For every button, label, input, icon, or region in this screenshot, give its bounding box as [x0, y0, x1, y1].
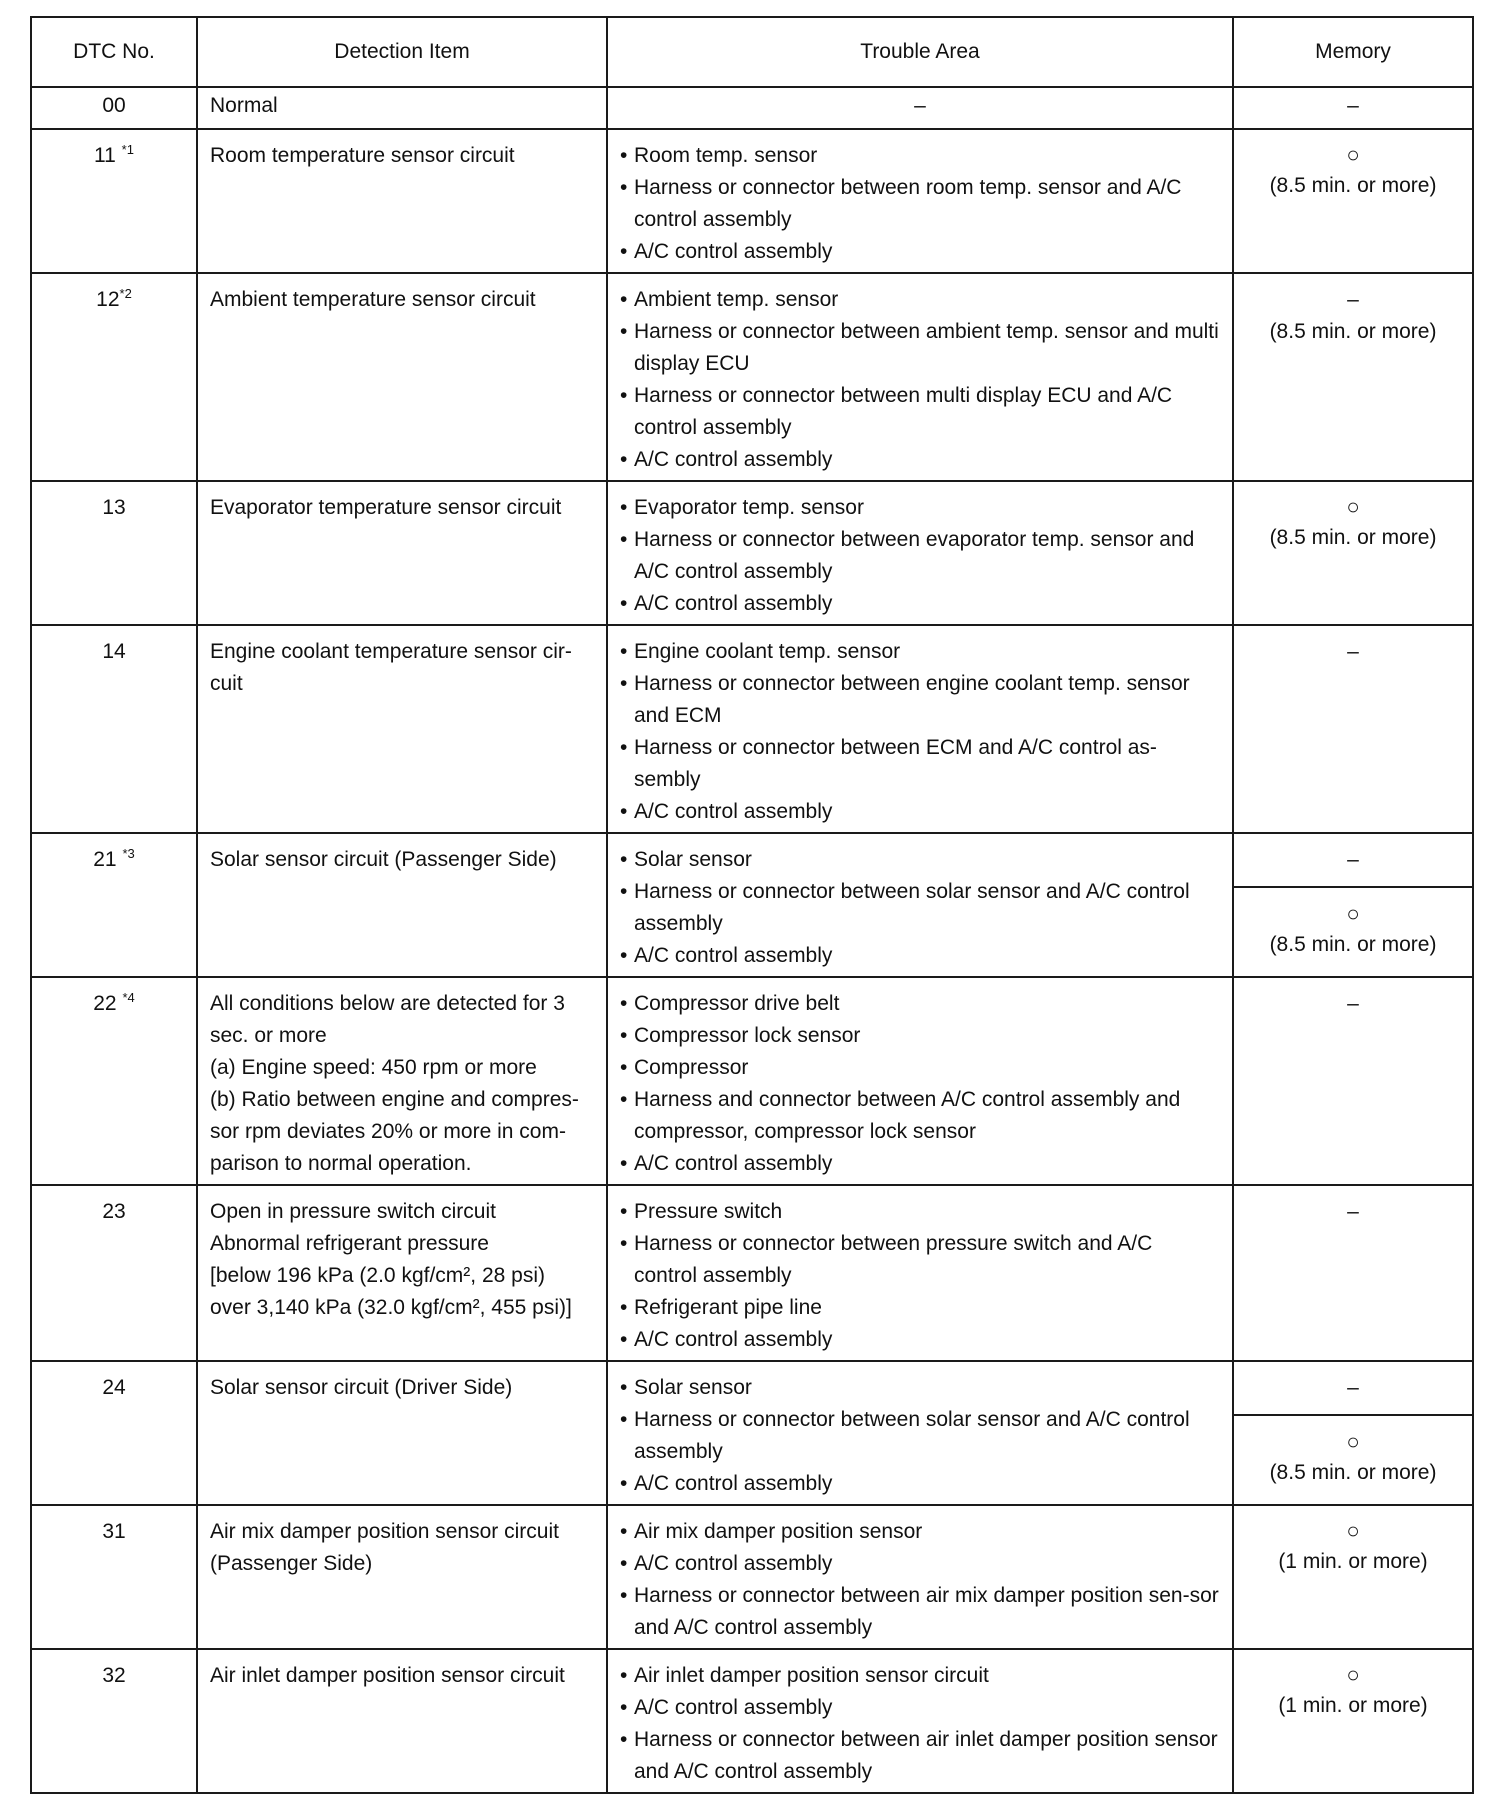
trouble-area-item: • Harness or connector between solar sensor and A/C control assembly — [620, 876, 1220, 940]
memory-dash: – — [1234, 834, 1472, 888]
memory-cell — [1233, 1505, 1473, 1649]
detection-item-text: (b) Ratio between engine and compres-sor rpm deviates 20% or more in com-parison to normal operation. — [210, 1088, 579, 1175]
memory-retained — [1234, 888, 1472, 972]
trouble-area-item: • Harness or connector between air inlet damper position sensor and A/C control assembly — [620, 1724, 1220, 1788]
trouble-area-item: • A/C control assembly — [620, 588, 1220, 620]
trouble-area-item: • Harness or connector between air mix damper position sen-sor and A/C control assembly — [620, 1580, 1220, 1644]
dtc-footnote-marker: *4 — [122, 990, 135, 1005]
memory-cell — [1233, 1361, 1473, 1505]
detection-item-cell — [197, 1185, 607, 1361]
memory-dash: – — [1347, 992, 1359, 1015]
header-dtc-no: DTC No. — [31, 17, 197, 87]
trouble-area-list — [620, 1372, 1220, 1500]
detection-item-cell — [197, 87, 607, 129]
trouble-area-list — [620, 844, 1220, 972]
trouble-area-item: • A/C control assembly — [620, 796, 1220, 828]
dtc-number: 22 — [93, 992, 123, 1015]
memory-dash: – — [1347, 94, 1359, 117]
memory-duration: (1 min. or more) — [1278, 1550, 1428, 1573]
trouble-area-item: • Compressor — [620, 1052, 1220, 1084]
trouble-area-item: • Engine coolant temp. sensor — [620, 636, 1220, 668]
table-row — [31, 87, 1473, 129]
table-row — [31, 1505, 1473, 1649]
detection-item-cell — [197, 625, 607, 833]
detection-item-cell — [197, 481, 607, 625]
memory-dash: – — [1347, 640, 1359, 663]
memory-circle-icon: ○ — [1346, 494, 1360, 519]
memory-dash: – — [1347, 288, 1359, 311]
memory-cell — [1233, 1185, 1473, 1361]
trouble-area-dash: – — [914, 94, 926, 117]
trouble-area-item: • Air mix damper position sensor — [620, 1516, 1220, 1548]
memory-circle-icon: ○ — [1346, 142, 1360, 167]
detection-item-text: Ambient temperature sensor circuit — [210, 288, 536, 311]
dtc-number: 31 — [102, 1520, 126, 1543]
detection-item-text: Engine coolant temperature sensor cir-cuit — [210, 640, 572, 695]
memory-duration: (8.5 min. or more) — [1269, 320, 1437, 343]
header-detection-item: Detection Item — [197, 17, 607, 87]
memory-circle-icon: ○ — [1346, 1429, 1360, 1454]
dtc-number-cell — [31, 1361, 197, 1505]
detection-item-cell — [197, 273, 607, 481]
trouble-area-item: • Room temp. sensor — [620, 140, 1220, 172]
trouble-area-item: • Harness or connector between multi display ECU and A/C control assembly — [620, 380, 1220, 444]
memory-retained — [1234, 1416, 1472, 1500]
trouble-area-item: • A/C control assembly — [620, 444, 1220, 476]
detection-item-text: Room temperature sensor circuit — [210, 144, 515, 167]
table-row — [31, 1649, 1473, 1793]
trouble-area-list — [620, 140, 1220, 268]
trouble-area-item: • Compressor lock sensor — [620, 1020, 1220, 1052]
detection-item-cell — [197, 977, 607, 1185]
memory-cell — [1233, 273, 1473, 481]
detection-item-text: (a) Engine speed: 450 rpm or more — [210, 1056, 537, 1079]
dtc-footnote-marker: *3 — [122, 846, 135, 861]
trouble-area-cell — [607, 625, 1233, 833]
trouble-area-item: • A/C control assembly — [620, 1324, 1220, 1356]
detection-item-cell — [197, 1649, 607, 1793]
detection-item-text: Solar sensor circuit (Passenger Side) — [210, 848, 557, 871]
detection-item-text: Air inlet damper position sensor circuit — [210, 1664, 565, 1687]
memory-cell — [1233, 1649, 1473, 1793]
dtc-number: 13 — [102, 496, 126, 519]
trouble-area-item: • Harness or connector between solar sensor and A/C control assembly — [620, 1404, 1220, 1468]
memory-circle-icon: ○ — [1346, 1518, 1360, 1543]
trouble-area-item: • Refrigerant pipe line — [620, 1292, 1220, 1324]
trouble-area-item: • Solar sensor — [620, 1372, 1220, 1404]
trouble-area-item: • A/C control assembly — [620, 1692, 1220, 1724]
trouble-area-list — [620, 1660, 1220, 1788]
dtc-number: 12 — [96, 288, 120, 311]
table-row — [31, 625, 1473, 833]
trouble-area-item: • A/C control assembly — [620, 1548, 1220, 1580]
trouble-area-item: • Harness or connector between ECM and A/C control as-sembly — [620, 732, 1220, 796]
detection-item-text: [below 196 kPa (2.0 kgf/cm², 28 psi) — [210, 1264, 545, 1287]
detection-item-cell — [197, 1361, 607, 1505]
trouble-area-item: • Harness or connector between ambient temp. sensor and multi display ECU — [620, 316, 1220, 380]
header-row — [31, 17, 1473, 87]
dtc-number: 24 — [102, 1376, 126, 1399]
trouble-area-list — [620, 284, 1220, 476]
memory-circle-icon: ○ — [1346, 1662, 1360, 1687]
trouble-area-item: • Solar sensor — [620, 844, 1220, 876]
detection-item-cell — [197, 129, 607, 273]
memory-dash: – — [1234, 1362, 1472, 1416]
detection-item-text: Normal — [210, 94, 278, 117]
header-memory: Memory — [1233, 17, 1473, 87]
trouble-area-item: • Harness or connector between engine coolant temp. sensor and ECM — [620, 668, 1220, 732]
detection-item-text: over 3,140 kPa (32.0 kgf/cm², 455 psi)] — [210, 1296, 572, 1319]
table-row — [31, 977, 1473, 1185]
dtc-number-cell — [31, 977, 197, 1185]
memory-duration: (8.5 min. or more) — [1269, 174, 1437, 197]
dtc-number: 11 — [94, 144, 122, 167]
trouble-area-item: • Harness or connector between pressure switch and A/C control assembly — [620, 1228, 1220, 1292]
trouble-area-cell — [607, 977, 1233, 1185]
memory-duration: (8.5 min. or more) — [1269, 933, 1437, 956]
trouble-area-cell — [607, 87, 1233, 129]
trouble-area-list — [620, 1516, 1220, 1644]
trouble-area-item: • Harness and connector between A/C control assembly and compressor, compressor lock sensor — [620, 1084, 1220, 1148]
memory-cell — [1233, 625, 1473, 833]
dtc-number-cell — [31, 273, 197, 481]
trouble-area-cell — [607, 273, 1233, 481]
dtc-number-cell — [31, 833, 197, 977]
detection-item-text: Open in pressure switch circuit — [210, 1200, 496, 1223]
table-body — [31, 87, 1473, 1793]
trouble-area-item: • A/C control assembly — [620, 1148, 1220, 1180]
trouble-area-item: • Evaporator temp. sensor — [620, 492, 1220, 524]
memory-duration: (8.5 min. or more) — [1269, 1461, 1437, 1484]
detection-item-text: All conditions below are detected for 3 sec. or more — [210, 992, 565, 1047]
table-row — [31, 129, 1473, 273]
detection-item-cell — [197, 1505, 607, 1649]
trouble-area-cell — [607, 129, 1233, 273]
detection-item-text: (Passenger Side) — [210, 1552, 373, 1575]
header-trouble-area: Trouble Area — [607, 17, 1233, 87]
trouble-area-item: • A/C control assembly — [620, 1468, 1220, 1500]
detection-item-text: Evaporator temperature sensor circuit — [210, 496, 562, 519]
trouble-area-item: • Air inlet damper position sensor circuit — [620, 1660, 1220, 1692]
dtc-number-cell — [31, 481, 197, 625]
trouble-area-cell — [607, 1185, 1233, 1361]
memory-cell — [1233, 481, 1473, 625]
dtc-number-cell — [31, 1185, 197, 1361]
table-row — [31, 1185, 1473, 1361]
memory-cell — [1233, 977, 1473, 1185]
trouble-area-item: • A/C control assembly — [620, 940, 1220, 972]
dtc-footnote-marker: *2 — [119, 286, 132, 301]
trouble-area-item: • Pressure switch — [620, 1196, 1220, 1228]
detection-item-cell — [197, 833, 607, 977]
trouble-area-list — [620, 492, 1220, 620]
trouble-area-cell — [607, 833, 1233, 977]
dtc-number: 21 — [93, 848, 123, 871]
memory-cell — [1233, 833, 1473, 977]
trouble-area-item: • A/C control assembly — [620, 236, 1220, 268]
dtc-number-cell — [31, 87, 197, 129]
trouble-area-cell — [607, 1361, 1233, 1505]
trouble-area-item: • Harness or connector between evaporator temp. sensor and A/C control assembly — [620, 524, 1220, 588]
dtc-number-cell — [31, 1649, 197, 1793]
memory-cell — [1233, 87, 1473, 129]
trouble-area-cell — [607, 1505, 1233, 1649]
dtc-number: 00 — [102, 94, 126, 117]
detection-item-text: Solar sensor circuit (Driver Side) — [210, 1376, 513, 1399]
trouble-area-list — [620, 636, 1220, 828]
memory-duration: (8.5 min. or more) — [1269, 526, 1437, 549]
memory-cell — [1233, 129, 1473, 273]
trouble-area-list — [620, 1196, 1220, 1356]
trouble-area-cell — [607, 481, 1233, 625]
trouble-area-item: • Ambient temp. sensor — [620, 284, 1220, 316]
dtc-number: 14 — [102, 640, 126, 663]
trouble-area-list — [620, 988, 1220, 1180]
table-row — [31, 481, 1473, 625]
memory-duration: (1 min. or more) — [1278, 1694, 1428, 1717]
detection-item-text: Air mix damper position sensor circuit — [210, 1520, 559, 1543]
trouble-area-cell — [607, 1649, 1233, 1793]
dtc-number-cell — [31, 625, 197, 833]
table-row — [31, 1361, 1473, 1505]
trouble-area-item: • Compressor drive belt — [620, 988, 1220, 1020]
table-row — [31, 833, 1473, 977]
trouble-area-item: • Harness or connector between room temp. sensor and A/C control assembly — [620, 172, 1220, 236]
detection-item-text: Abnormal refrigerant pressure — [210, 1232, 489, 1255]
dtc-table — [30, 16, 1474, 1794]
table-row — [31, 273, 1473, 481]
memory-dash: – — [1347, 1200, 1359, 1223]
memory-circle-icon: ○ — [1346, 901, 1360, 926]
dtc-number-cell — [31, 129, 197, 273]
dtc-number-cell — [31, 1505, 197, 1649]
dtc-number: 32 — [102, 1664, 126, 1687]
dtc-footnote-marker: *1 — [121, 142, 134, 157]
dtc-number: 23 — [102, 1200, 126, 1223]
